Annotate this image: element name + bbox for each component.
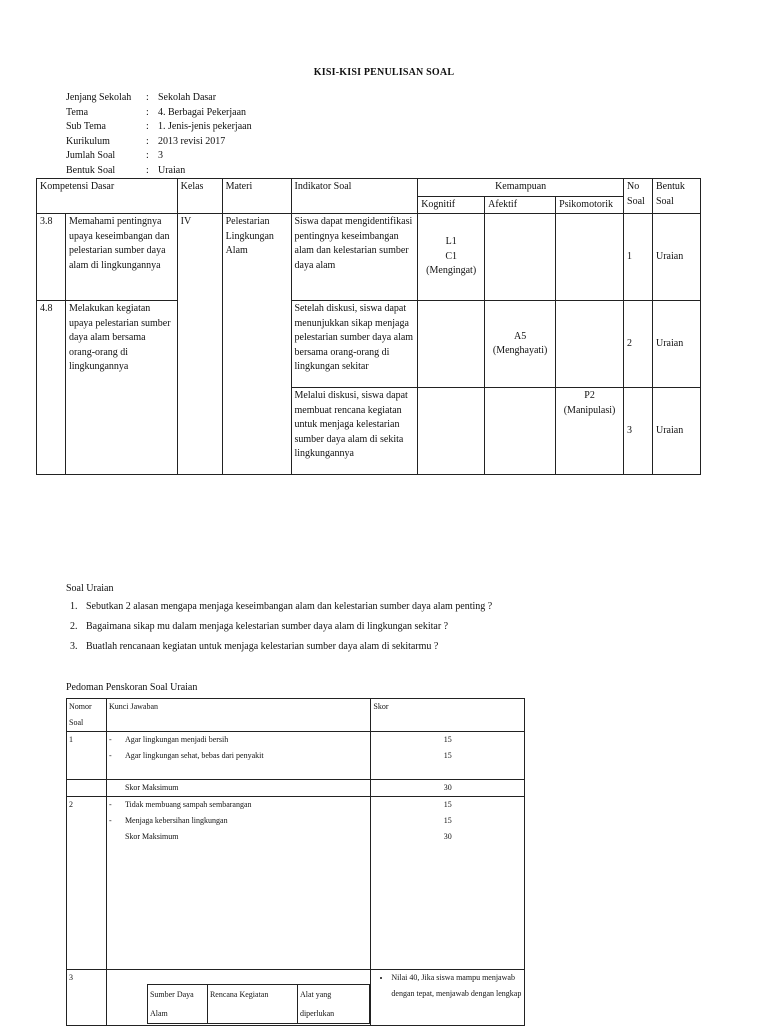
question-text: Buatlah rencanaan kegiatan untuk menjaga kelestarian sumber daya alam di sekitarmu ? [86, 641, 439, 652]
header-nomor: Nomor Soal [67, 699, 107, 732]
question-number: 1 [67, 732, 107, 780]
materi-cell: Pelestarian Lingkungan Alam [222, 214, 291, 475]
meta-value: 1. Jenis-jenis pekerjaan [158, 121, 252, 132]
header-kompetensi: Kompetensi Dasar [37, 179, 178, 214]
level-label: (Menghayati) [492, 345, 548, 356]
level-label: (Manipulasi) [563, 404, 616, 416]
meta-key: Bentuk Soal [66, 164, 116, 176]
level-code: P2 [584, 390, 595, 401]
header-kelas: Kelas [177, 179, 222, 214]
kd-number: 3.8 [37, 214, 66, 301]
list-item [66, 620, 492, 634]
meta-key: Tema [66, 106, 89, 118]
kd-text: Memahami pentingnya upaya keseimbangan dan pelestarian sumber daya alam di lingkungannya [65, 214, 177, 301]
max-score: 30 [443, 832, 452, 841]
kelas-cell: IV [177, 214, 222, 475]
sub-header-sumber: Sumber Daya Alam [147, 985, 207, 1024]
item-number: 3. [70, 641, 78, 652]
bentuk-cell: Uraian [653, 388, 701, 475]
plan-subtable [147, 984, 370, 1024]
meta-key: Jenjang Sekolah [66, 92, 132, 103]
list-item: - Agar lingkungan menjadi bersih [108, 735, 229, 744]
indikator-cell: Setelah diskusi, siswa dapat menunjukkan sikap menjaga pelestarian sumber daya alam bersama orang-orang di lingkungan sekitar [291, 301, 418, 388]
soal-uraian-section [66, 582, 492, 660]
item-number: 1. [70, 601, 78, 612]
meta-key: Jumlah Soal [66, 150, 116, 161]
psikomotorik-cell [556, 388, 624, 475]
header-afektif: Afektif [485, 196, 556, 214]
list-item [66, 600, 492, 614]
list-item: - Menjaga kebersihan lingkungan [108, 816, 228, 825]
question-text: Bagaimana sikap mu dalam menjaga kelestarian sumber daya alam di lingkungan sekitar ? [86, 621, 449, 632]
max-score-label: Skor Maksimum [124, 832, 179, 841]
list-item [66, 640, 492, 654]
list-item: • Nilai 40, Jika siswa mampu menjawab dengan tepat, menjawab dengan lengkap [391, 970, 522, 1002]
no-soal-cell: 3 [624, 388, 653, 475]
meta-key: Kurikulum [66, 135, 110, 147]
header-kemampuan: Kemampuan [418, 179, 624, 197]
kognitif-cell [418, 214, 485, 301]
kisi-kisi-table [36, 178, 701, 475]
afektif-cell [485, 301, 556, 388]
meta-row: Bentuk Soal : Uraian [66, 164, 252, 179]
meta-value: 3 [158, 150, 163, 161]
question-text: Sebutkan 2 alasan mengapa menjaga keseimbangan alam dan kelestarian sumber daya alam penting ? [86, 601, 493, 612]
bentuk-cell: Uraian [653, 301, 701, 388]
item-number: 2. [70, 621, 78, 632]
header-bentuk-soal: Bentuk Soal [653, 179, 701, 214]
header-indikator: Indikator Soal [291, 179, 418, 214]
level-code: C1 [445, 250, 457, 262]
kd-text: Melakukan kegiatan upaya pelestarian sumber daya alam bersama orang-orang di lingkungannya [65, 301, 177, 475]
question-number: 2 [67, 797, 107, 970]
score-cell: 15 15 30 [371, 797, 525, 970]
header-skor: Skor [371, 699, 525, 732]
header-kunci: Kunci Jawaban [106, 699, 370, 732]
sub-header-rencana: Rencana Kegiatan [207, 985, 297, 1024]
question-number: 3 [67, 970, 107, 1026]
indikator-cell: Melalui diskusi, siswa dapat membuat rencana kegiatan untuk menjaga kelestarian sumber daya alam di sekita lingkungannya [291, 388, 418, 475]
meta-row: Sub Tema : 1. Jenis-jenis pekerjaan [66, 120, 252, 135]
sub-header-alat: Alat yang diperlukan [297, 985, 369, 1024]
meta-row: Kurikulum : 2013 revisi 2017 [66, 135, 252, 150]
meta-value: 4. Berbagai Pekerjaan [158, 106, 247, 118]
list-item: - Tidak membuang sampah sembarangan [108, 800, 252, 809]
page-title: KISI-KISI PENULISAN SOAL [313, 67, 455, 78]
header-psikomotorik: Psikomotorik [556, 196, 624, 214]
max-score: 30 [371, 780, 525, 797]
document-meta [66, 91, 252, 178]
scoring-table [66, 698, 525, 1026]
no-soal-cell: 2 [624, 301, 653, 388]
meta-key: Sub Tema [66, 121, 106, 132]
meta-row: Tema : 4. Berbagai Pekerjaan [66, 106, 252, 121]
no-soal-cell: 1 [624, 214, 653, 301]
level-label: (Mengingat) [426, 265, 477, 277]
level-code: L1 [445, 236, 457, 248]
meta-value: 2013 revisi 2017 [158, 135, 226, 147]
pedoman-heading: Pedoman Penskoran Soal Uraian [66, 682, 198, 693]
meta-value: Uraian [158, 164, 186, 176]
meta-row: Jenjang Sekolah : Sekolah Dasar [66, 91, 252, 106]
meta-row: Jumlah Soal : 3 [66, 149, 252, 164]
header-no-soal: No Soal [624, 179, 653, 214]
header-kognitif: Kognitif [418, 196, 485, 214]
soal-heading: Soal Uraian [66, 583, 114, 594]
bentuk-cell: Uraian [653, 214, 701, 301]
answer-key [106, 797, 370, 970]
kd-number: 4.8 [37, 301, 66, 475]
indikator-cell: Siswa dapat mengidentifikasi pentingnya keseimbangan alam dan kelestarian sumber daya alam [291, 214, 418, 301]
max-score-label: Skor Maksimum [106, 780, 370, 797]
score-note [371, 970, 525, 1026]
score-cell: 15 15 [371, 732, 525, 780]
level-code: A5 [513, 330, 527, 342]
answer-key [106, 732, 370, 780]
header-materi: Materi [222, 179, 291, 214]
list-item: - Agar lingkungan sehat, bebas dari penyakit [108, 751, 264, 760]
meta-value: Sekolah Dasar [158, 92, 217, 103]
